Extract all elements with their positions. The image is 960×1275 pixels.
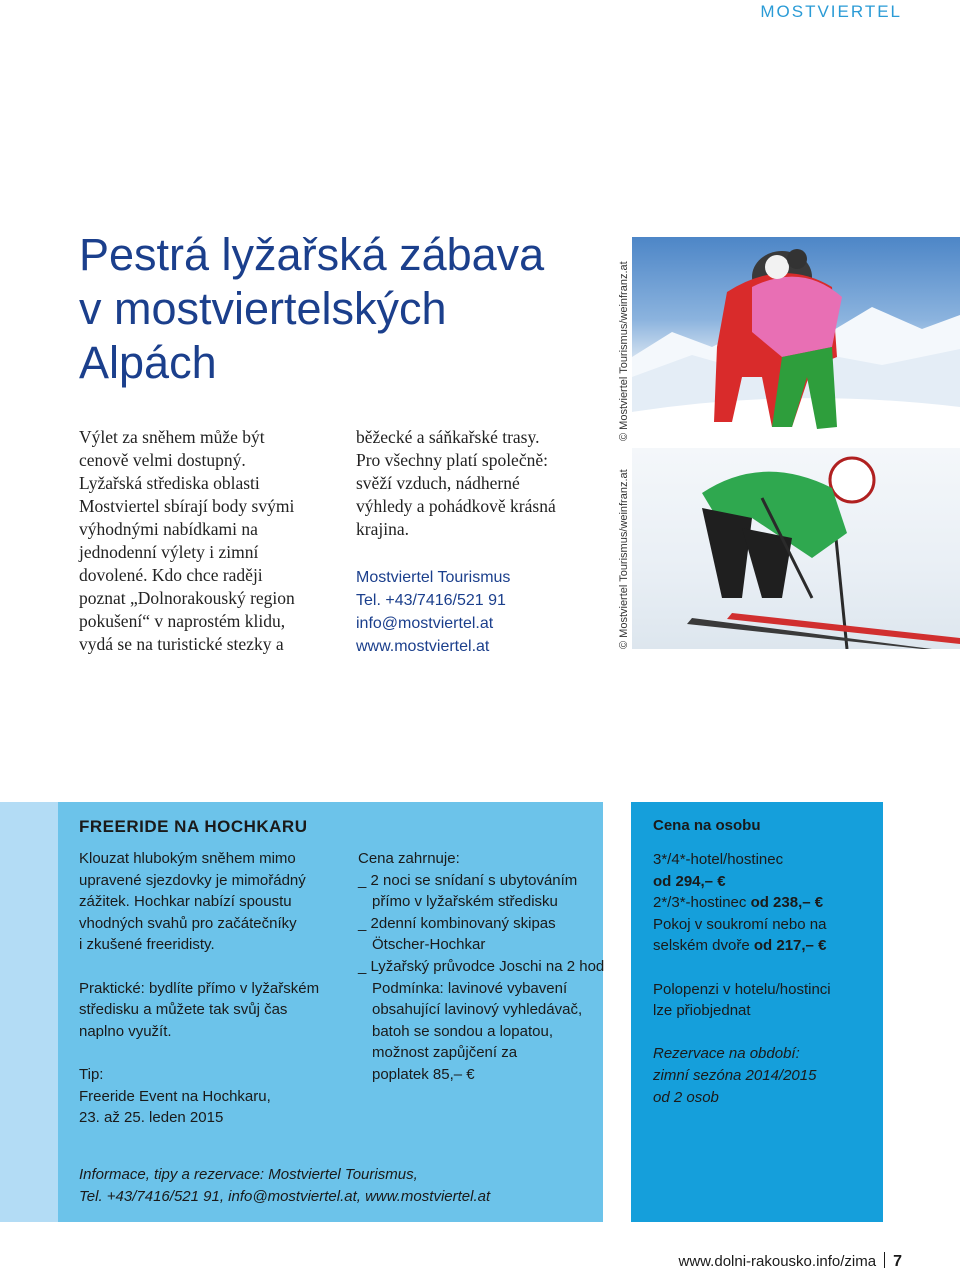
price-label: 2*/3*-hostinec — [653, 894, 751, 912]
contact-org: Mostviertel Tourismus — [356, 569, 511, 586]
text-line: běžecké a sáňkařské trasy. — [356, 427, 540, 447]
contact-block — [356, 566, 606, 658]
text-line: výhledy a pohádkově krásná — [356, 496, 556, 516]
text-line: poplatek 85,– € — [372, 1065, 475, 1083]
text-line: batoh se sondou a lopatou, — [372, 1022, 553, 1040]
text-line — [653, 935, 873, 957]
offer-heading: FREERIDE NA HOCHKARU — [79, 817, 308, 836]
text-line: krajina. — [356, 519, 409, 539]
photo-credit: © Mostviertel Tourismus/weinfranz.at — [618, 469, 630, 649]
text-line: vydá se na turistické stezky a — [79, 634, 284, 654]
text-line: Ötscher-Hochkar — [372, 936, 486, 954]
text-line: Podmínka: lavinové vybavení — [372, 979, 568, 997]
offer-includes — [358, 848, 608, 1086]
price-label: selském dvoře — [653, 937, 754, 955]
text-line: cenově velmi dostupný. — [79, 450, 246, 470]
text-line: zimní sezóna 2014/2015 — [653, 1066, 817, 1084]
text-line: Mostviertel sbírají body svými — [79, 496, 295, 516]
text-line: Pro všechny platí společně: — [356, 450, 548, 470]
text-line: vhodných svahů pro začátečníky — [79, 914, 297, 932]
text-line: od 2 osob — [653, 1088, 719, 1106]
photo-skiers-illustration — [632, 237, 960, 443]
photo-skier-crouching — [632, 448, 960, 649]
text-line: přímo v lyžařském středisku — [372, 893, 558, 911]
text-line: možnost zapůjčení za — [372, 1044, 518, 1062]
section-tag: MOSTVIERTEL — [760, 2, 902, 21]
text-line: Rezervace na období: — [653, 1045, 800, 1063]
footer-divider — [884, 1252, 885, 1268]
price-value: od 294,– € — [653, 872, 726, 890]
text-line: Klouzat hlubokým sněhem mimo — [79, 850, 296, 867]
text-line: Výlet za sněhem může být — [79, 427, 265, 447]
title-line: Alpách — [79, 337, 217, 388]
price-list — [653, 849, 873, 1108]
offer-side-strip — [0, 802, 58, 1222]
text-line: 23. až 25. leden 2015 — [79, 1109, 224, 1127]
text-line: _ 2 noci se snídaní s ubytováním — [358, 871, 578, 889]
price-value: od 217,– € — [753, 937, 827, 955]
title-line: v mostviertelských — [79, 283, 447, 334]
includes-heading: Cena zahrnuje: — [358, 850, 460, 867]
offer-info — [79, 1164, 490, 1208]
text-line: pokušení“ v naprostém klidu, — [79, 611, 286, 631]
text-line: Informace, tipy a rezervace: Mostviertel Tourismus, — [79, 1166, 418, 1183]
page-footer — [679, 1252, 902, 1271]
offer-description — [79, 848, 339, 1129]
text-line: Praktické: bydlíte přímo v lyžařském — [79, 979, 320, 997]
text-line: Tip: — [79, 1065, 104, 1083]
text-line: svěží vzduch, nádherné — [356, 473, 520, 493]
article-column-left — [79, 426, 339, 656]
text-line: poznat „Dolnorakouský region — [79, 588, 295, 608]
text-line: zážitek. Hochkar nabízí spoustu — [79, 893, 292, 911]
contact-web-link[interactable]: www.mostviertel.at — [356, 638, 490, 655]
text-line: upravené sjezdovky je mimořádný — [79, 871, 306, 889]
contact-tel: Tel. +43/7416/521 91 — [356, 592, 506, 609]
price-value: od 238,– € — [750, 894, 824, 912]
text-line: jednodenní výlety i zimní — [79, 542, 259, 562]
article-column-middle — [356, 426, 606, 541]
text-line: Lyžařská střediska oblasti — [79, 473, 260, 493]
article-title — [79, 228, 619, 390]
title-line: Pestrá lyžařská zábava — [79, 229, 545, 280]
text-line: naplno využít. — [79, 1022, 172, 1040]
text-line: Pokoj v soukromí nebo na — [653, 915, 827, 933]
footer-url-link[interactable]: www.dolni-rakousko.info/zima — [678, 1253, 877, 1270]
text-line: výhodnými nabídkami na — [79, 519, 258, 539]
text-line: _ 2denní kombinovaný skipas — [358, 914, 556, 932]
text-line: lze přiobjednat — [653, 1002, 751, 1020]
text-line: obsahující lavinový vyhledávač, — [372, 1001, 583, 1019]
text-line — [653, 892, 873, 914]
price-heading: Cena na osobu — [653, 817, 761, 834]
text-line: středisku a můžete tak svůj čas — [79, 1001, 288, 1019]
text-line: Tel. +43/7416/521 91, info@mostviertel.at, www.mostviertel.at — [79, 1188, 491, 1205]
photo-credit: © Mostviertel Tourismus/weinfranz.at — [618, 261, 630, 441]
text-line: 3*/4*-hotel/hostinec — [653, 851, 784, 868]
text-line: dovolené. Kdo chce raději — [79, 565, 263, 585]
text-line: Polopenzi v hotelu/hostinci — [653, 980, 831, 998]
text-line: i zkušené freeridisty. — [79, 936, 215, 954]
text-line: _ Lyžařský průvodce Joschi na 2 hod — [358, 957, 605, 975]
contact-email-link[interactable]: info@mostviertel.at — [356, 615, 494, 632]
photo-skier-illustration — [632, 448, 960, 649]
photo-skiers-hugging — [632, 237, 960, 443]
text-line: Freeride Event na Hochkaru, — [79, 1087, 271, 1105]
page-number: 7 — [893, 1253, 902, 1270]
